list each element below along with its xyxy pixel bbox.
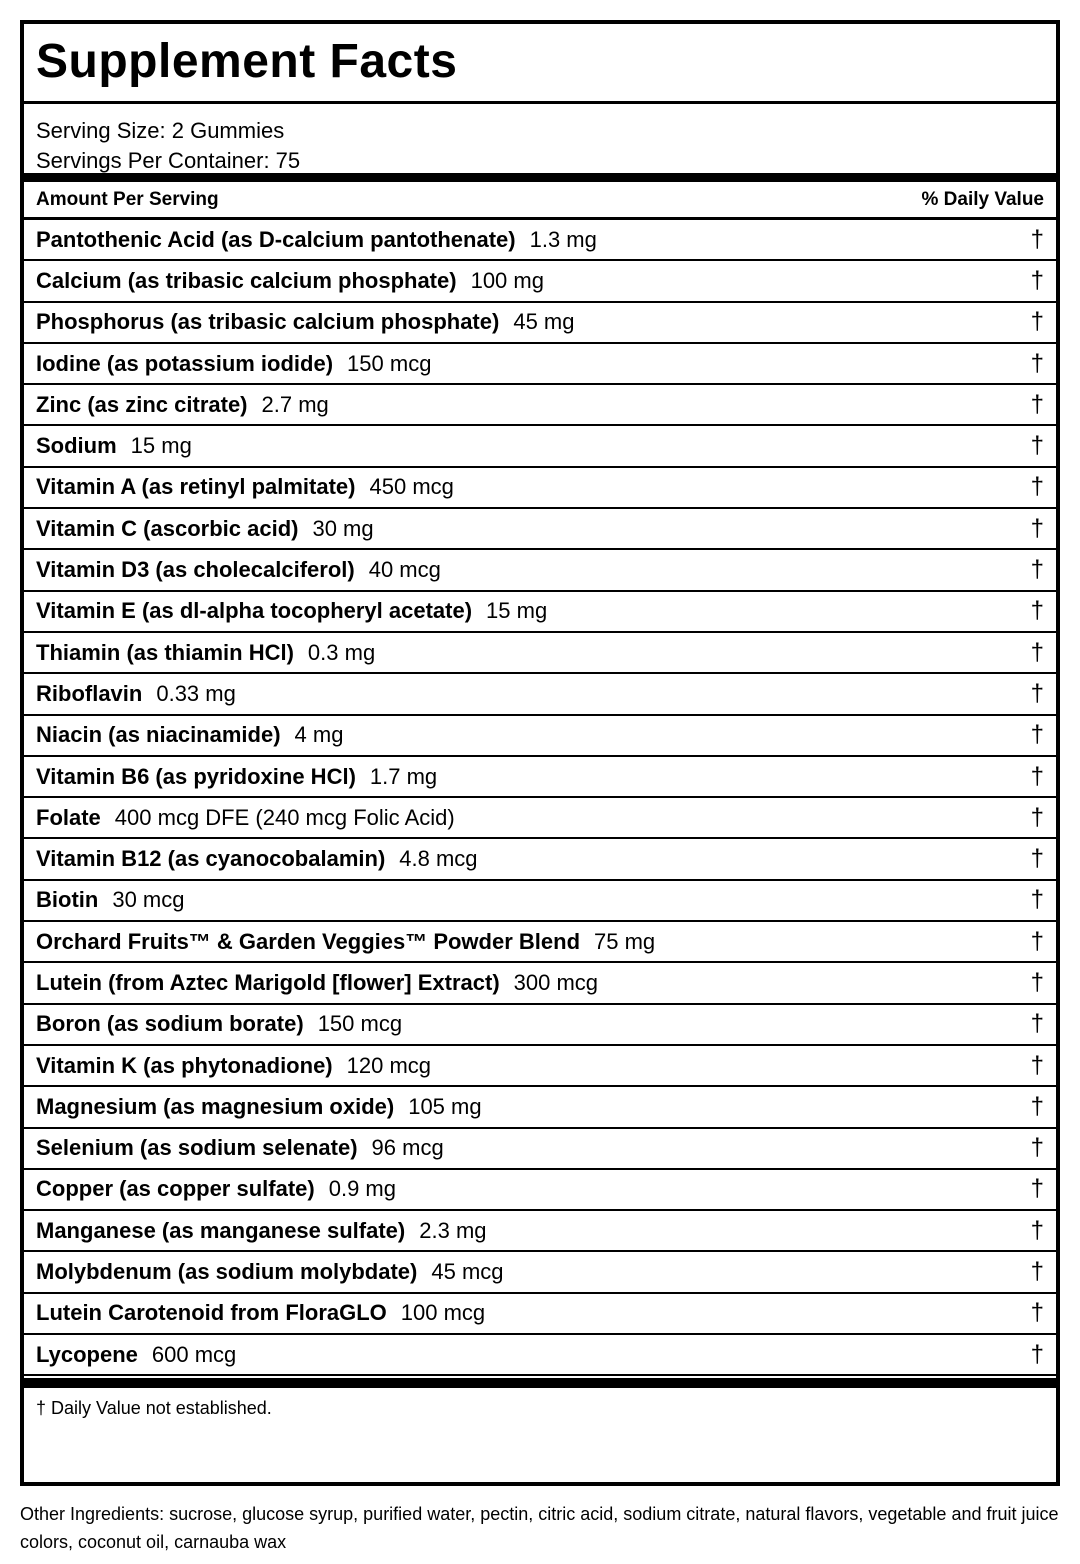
nutrient-label: [36, 516, 374, 542]
nutrient-amount: 75 mg: [594, 928, 656, 954]
nutrient-name: Lutein (from Aztec Marigold [flower] Extract): [36, 969, 500, 995]
daily-value-dagger: †: [1030, 225, 1044, 253]
nutrient-name: Vitamin C (ascorbic acid): [36, 515, 299, 541]
nutrient-name: Thiamin (as thiamin HCl): [36, 639, 294, 665]
nutrient-name: Manganese (as manganese sulfate): [36, 1217, 406, 1243]
nutrient-name: Boron (as sodium borate): [36, 1011, 304, 1037]
nutrient-row: [24, 220, 1056, 261]
nutrient-row: [24, 385, 1056, 426]
nutrient-amount: 150 mcg: [317, 1011, 403, 1037]
nutrient-amount: 105 mg: [408, 1093, 482, 1119]
nutrient-label: [36, 392, 329, 418]
nutrient-amount: 96 mcg: [371, 1135, 444, 1161]
nutrient-row: [24, 1087, 1056, 1128]
nutrient-row: [24, 1046, 1056, 1087]
nutrient-amount: 450 mcg: [369, 474, 454, 500]
nutrient-name: Niacin (as niacinamide): [36, 722, 281, 748]
supplement-facts-panel: [20, 20, 1060, 1486]
nutrient-amount: 45 mg: [513, 309, 575, 335]
nutrient-label: [36, 227, 597, 253]
daily-value-dagger: †: [1030, 266, 1044, 294]
nutrient-row: [24, 592, 1056, 633]
nutrient-row: [24, 1252, 1056, 1293]
nutrient-amount: 15 mg: [486, 598, 548, 624]
nutrient-row: [24, 716, 1056, 757]
daily-value-dagger: †: [1030, 1175, 1044, 1203]
nutrient-name: Biotin: [36, 887, 99, 913]
nutrient-name: Vitamin B12 (as cyanocobalamin): [36, 846, 386, 872]
nutrient-label: [36, 557, 441, 583]
nutrient-row: [24, 1170, 1056, 1211]
panel-title: Supplement Facts: [36, 35, 458, 88]
nutrient-label: [36, 433, 192, 459]
nutrient-row: [24, 344, 1056, 385]
serving-size: Serving Size: 2 Gummies: [36, 118, 285, 143]
nutrient-amount: 4 mg: [294, 722, 344, 748]
nutrient-amount: 400 mcg DFE (240 mcg Folic Acid): [114, 804, 455, 830]
daily-value-dagger: †: [1030, 1340, 1044, 1368]
nutrient-name: Sodium: [36, 433, 117, 459]
nutrient-amount: 4.8 mcg: [399, 846, 478, 872]
nutrient-label: [36, 1259, 504, 1285]
nutrient-amount: 150 mcg: [347, 350, 432, 376]
servings-per-container: Servings Per Container: 75: [36, 148, 301, 173]
nutrient-amount: 0.9 mg: [328, 1176, 396, 1202]
nutrient-name: Vitamin A (as retinyl palmitate): [36, 474, 356, 500]
nutrient-list: [24, 220, 1056, 1376]
nutrient-name: Calcium (as tribasic calcium phosphate): [36, 267, 457, 293]
nutrient-row: [24, 509, 1056, 550]
daily-value-header: % Daily Value: [921, 188, 1044, 210]
nutrient-row: [24, 1294, 1056, 1335]
nutrient-name: Iodine (as potassium iodide): [36, 350, 334, 376]
thick-divider: [24, 1376, 1056, 1388]
nutrient-row: [24, 963, 1056, 1004]
nutrient-label: [36, 640, 375, 666]
nutrient-amount: 100 mcg: [400, 1300, 486, 1326]
nutrient-name: Zinc (as zinc citrate): [36, 391, 248, 417]
nutrient-name: Pantothenic Acid (as D-calcium pantothenate): [36, 226, 516, 252]
nutrient-label: [36, 1053, 431, 1079]
nutrient-label: [36, 764, 437, 790]
serving-info: [24, 104, 1056, 182]
nutrient-name: Phosphorus (as tribasic calcium phosphate): [36, 309, 500, 335]
nutrient-name: Orchard Fruits™ & Garden Veggies™ Powder Blend: [36, 928, 581, 954]
daily-value-dagger: †: [1030, 1051, 1044, 1079]
nutrient-label: [36, 846, 478, 872]
nutrient-amount: 1.3 mg: [529, 226, 597, 252]
nutrient-name: Lycopene: [36, 1341, 138, 1367]
nutrient-row: [24, 426, 1056, 467]
nutrient-label: [36, 351, 431, 377]
nutrient-name: Copper (as copper sulfate): [36, 1176, 315, 1202]
daily-value-dagger: †: [1030, 968, 1044, 996]
nutrient-amount: 45 mcg: [431, 1259, 504, 1285]
nutrient-name: Vitamin D3 (as cholecalciferol): [36, 557, 355, 583]
daily-value-dagger: †: [1030, 1258, 1044, 1286]
nutrient-row: [24, 261, 1056, 302]
daily-value-dagger: †: [1030, 1299, 1044, 1327]
nutrient-label: [36, 268, 544, 294]
nutrient-row: [24, 1211, 1056, 1252]
nutrient-label: [36, 1094, 482, 1120]
table-header: [24, 182, 1056, 220]
nutrient-name: Vitamin K (as phytonadione): [36, 1052, 333, 1078]
nutrient-label: [36, 1218, 487, 1244]
daily-value-dagger: †: [1030, 1010, 1044, 1038]
nutrient-name: Lutein Carotenoid from FloraGLO: [36, 1300, 387, 1326]
nutrient-name: Selenium (as sodium selenate): [36, 1135, 358, 1161]
nutrient-amount: 1.7 mg: [369, 763, 438, 789]
daily-value-dagger: †: [1030, 762, 1044, 790]
daily-value-dagger: †: [1030, 432, 1044, 460]
nutrient-label: [36, 1300, 485, 1326]
nutrient-label: [36, 887, 184, 913]
daily-value-dagger: †: [1030, 514, 1044, 542]
amount-per-serving-header: Amount Per Serving: [36, 188, 219, 210]
nutrient-amount: 15 mg: [130, 433, 192, 459]
nutrient-row: [24, 1005, 1056, 1046]
daily-value-dagger: †: [1030, 721, 1044, 749]
nutrient-label: [36, 1342, 236, 1368]
nutrient-amount: 600 mcg: [151, 1341, 237, 1367]
nutrient-amount: 40 mcg: [368, 557, 441, 583]
footnote: † Daily Value not established.: [36, 1398, 272, 1419]
nutrient-amount: 30 mg: [312, 515, 374, 541]
nutrient-row: [24, 303, 1056, 344]
nutrient-name: Folate: [36, 804, 101, 830]
nutrient-label: [36, 681, 236, 707]
nutrient-amount: 30 mcg: [112, 887, 185, 913]
nutrient-row: [24, 922, 1056, 963]
daily-value-dagger: †: [1030, 308, 1044, 336]
nutrient-row: [24, 757, 1056, 798]
nutrient-amount: 120 mcg: [346, 1052, 432, 1078]
nutrient-name: Vitamin E (as dl-alpha tocopheryl acetate): [36, 598, 473, 624]
nutrient-amount: 0.3 mg: [307, 639, 376, 665]
nutrient-label: [36, 1011, 402, 1037]
daily-value-dagger: †: [1030, 803, 1044, 831]
daily-value-dagger: †: [1030, 845, 1044, 873]
daily-value-dagger: †: [1030, 1092, 1044, 1120]
nutrient-label: [36, 1135, 444, 1161]
nutrient-amount: 100 mg: [470, 267, 544, 293]
nutrient-row: [24, 674, 1056, 715]
nutrient-row: [24, 1335, 1056, 1376]
nutrient-label: [36, 474, 454, 500]
nutrient-row: [24, 839, 1056, 880]
daily-value-dagger: †: [1030, 556, 1044, 584]
nutrient-name: Riboflavin: [36, 680, 143, 706]
nutrient-label: [36, 805, 455, 831]
nutrient-label: [36, 598, 547, 624]
daily-value-dagger: †: [1030, 886, 1044, 914]
nutrient-row: [24, 881, 1056, 922]
nutrient-row: [24, 550, 1056, 591]
daily-value-dagger: †: [1030, 1134, 1044, 1162]
nutrient-row: [24, 1129, 1056, 1170]
nutrient-label: [36, 309, 574, 335]
nutrient-row: [24, 468, 1056, 509]
daily-value-dagger: †: [1030, 679, 1044, 707]
nutrient-amount: 2.3 mg: [419, 1217, 487, 1243]
nutrient-label: [36, 722, 343, 748]
daily-value-dagger: †: [1030, 349, 1044, 377]
other-ingredients: Other Ingredients: sucrose, glucose syrup, purified water, pectin, citric acid, sodium citrate, natural flavors, vegetable and fruit juice colors, coconut oil, carnauba wax: [20, 1504, 1059, 1552]
nutrient-name: Magnesium (as magnesium oxide): [36, 1093, 395, 1119]
nutrient-row: [24, 633, 1056, 674]
nutrient-amount: 300 mcg: [513, 969, 599, 995]
daily-value-dagger: †: [1030, 638, 1044, 666]
daily-value-dagger: †: [1030, 597, 1044, 625]
daily-value-dagger: †: [1030, 473, 1044, 501]
daily-value-dagger: †: [1030, 1216, 1044, 1244]
nutrient-amount: 0.33 mg: [156, 680, 236, 706]
title-section: [24, 24, 1056, 104]
nutrient-name: Vitamin B6 (as pyridoxine HCl): [36, 763, 356, 789]
nutrient-label: [36, 1176, 396, 1202]
nutrient-row: [24, 798, 1056, 839]
daily-value-dagger: †: [1030, 927, 1044, 955]
nutrient-amount: 2.7 mg: [261, 391, 329, 417]
nutrient-label: [36, 929, 655, 955]
nutrient-label: [36, 970, 598, 996]
daily-value-dagger: †: [1030, 390, 1044, 418]
nutrient-name: Molybdenum (as sodium molybdate): [36, 1259, 418, 1285]
